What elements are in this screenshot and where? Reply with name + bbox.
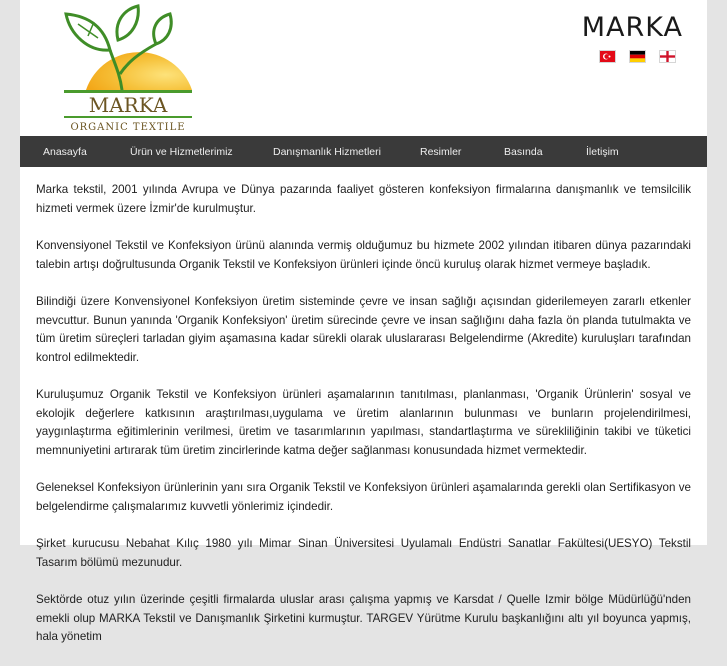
logo-subtitle: ORGANIC TEXTILE — [70, 122, 186, 133]
turkish-flag-icon[interactable] — [600, 51, 615, 62]
language-switcher — [600, 51, 675, 62]
content-paragraph: Bilindiği üzere Konvensiyonel Konfeksiyon üretim sisteminde çevre ve insan sağlığı açısından giderilemeyen zararlı etkenler mevcuttur. Bunun yanında 'Organik Konfeksiyon' üretim sürecinde çevre ve insan sağlığını daha fazla ön planda tutulmakta ve tüm üretim süreçleri tarladan giyim aşamasına kadar sürekli olarak uluslararası Belgelendirme (Akredite) kuruluşları tarafından kontrol edilmektedir. — [36, 295, 691, 364]
header — [20, 0, 707, 136]
nav-item-press[interactable]: Basında — [504, 146, 543, 158]
content-paragraph: Geleneksel Konfeksiyon ürünlerinin yanı sıra Organik Tekstil ve Konfeksiyon ürünleri aşamalarında gerekli olan Sertifikasyon ve belgelendirme çalışmalarımız kuvvetli yönlerimiz içindedir. — [36, 481, 691, 513]
brand-title: MARKA — [581, 12, 683, 43]
content-paragraph: Konvensiyonel Tekstil ve Konfeksiyon ürünü alanında vermiş olduğumuz bu hizmete 2002 yılından itibaren dünya pazarındaki talebin artışı doğrultusunda Organik Tekstil ve Konfeksiyon ürünleri içinde öncü kuruluş olarak hizmet vermeye başladık. — [36, 239, 691, 271]
page — [20, 0, 707, 643]
content-paragraph: Şirket kurucusu Nebahat Kılıç 1980 yılı Mimar Sinan Üniversitesi Uyulamalı Endüstri Sanatlar Fakültesi(UESYO) Tekstil Tasarım bölümü mezunudur. — [36, 537, 691, 569]
leaf-right — [154, 14, 172, 44]
logo-graphic — [58, 4, 194, 134]
content-paragraph: Kuruluşumuz Organik Tekstil ve Konfeksiyon ürünleri aşamalarının tanıtılması, planlanması, 'Organik Ürünlerin' sosyal ve ekolojik değerlere katkısının araştırılması,uygulama ve üretim alanlarının bulunması ve bunların projelendirilmesi, yaygınlaştırma eğitimlerinin verilmesi, üretim ve tasarımlarının yapılması, standartlaştırma ve sürekliliğinin takibi ve tüketici memnuniyetini artırarak tüm üretim zincirlerinde katma değer sağlanması konusundada hizmet vermektedir. — [36, 388, 691, 457]
nav-item-consulting[interactable]: Danışmanlık Hizmetleri — [273, 146, 381, 158]
leaf-top — [117, 6, 138, 40]
content-paragraph: Marka tekstil, 2001 yılında Avrupa ve Dünya pazarında faaliyet gösteren konfeksiyon firmalarına danışmanlık ve temsilcilik hizmeti vermek üzere İzmir'de kurulmuştur. — [36, 183, 691, 215]
main-content — [36, 181, 691, 666]
sun-shape — [86, 52, 192, 90]
logo[interactable] — [58, 4, 194, 134]
nav-item-gallery[interactable]: Resimler — [420, 146, 462, 158]
logo-word: MARKA — [88, 93, 168, 117]
leaf-left — [66, 14, 110, 50]
nav-item-products[interactable]: Ürün ve Hizmetlerimiz — [130, 146, 233, 158]
nav-item-home[interactable]: Anasayfa — [43, 146, 87, 158]
german-flag-icon[interactable] — [630, 51, 645, 62]
content-paragraph: Sektörde otuz yılın üzerinde çeşitli firmalarda uluslar arası çalışma yapmış ve Karsdat / Quelle Izmir bölge Müdürlüğü'nden emekli olup MARKA Tekstil ve Danışmanlık Şirketini kurmuştur. TARGEV Yürütme Kurulu başkanlığını altı yıl boyunca yapmış, hala yönetim — [36, 593, 691, 643]
english-flag-icon[interactable] — [660, 51, 675, 62]
nav-item-contact[interactable]: İletişim — [586, 146, 619, 158]
main-nav — [20, 136, 707, 167]
